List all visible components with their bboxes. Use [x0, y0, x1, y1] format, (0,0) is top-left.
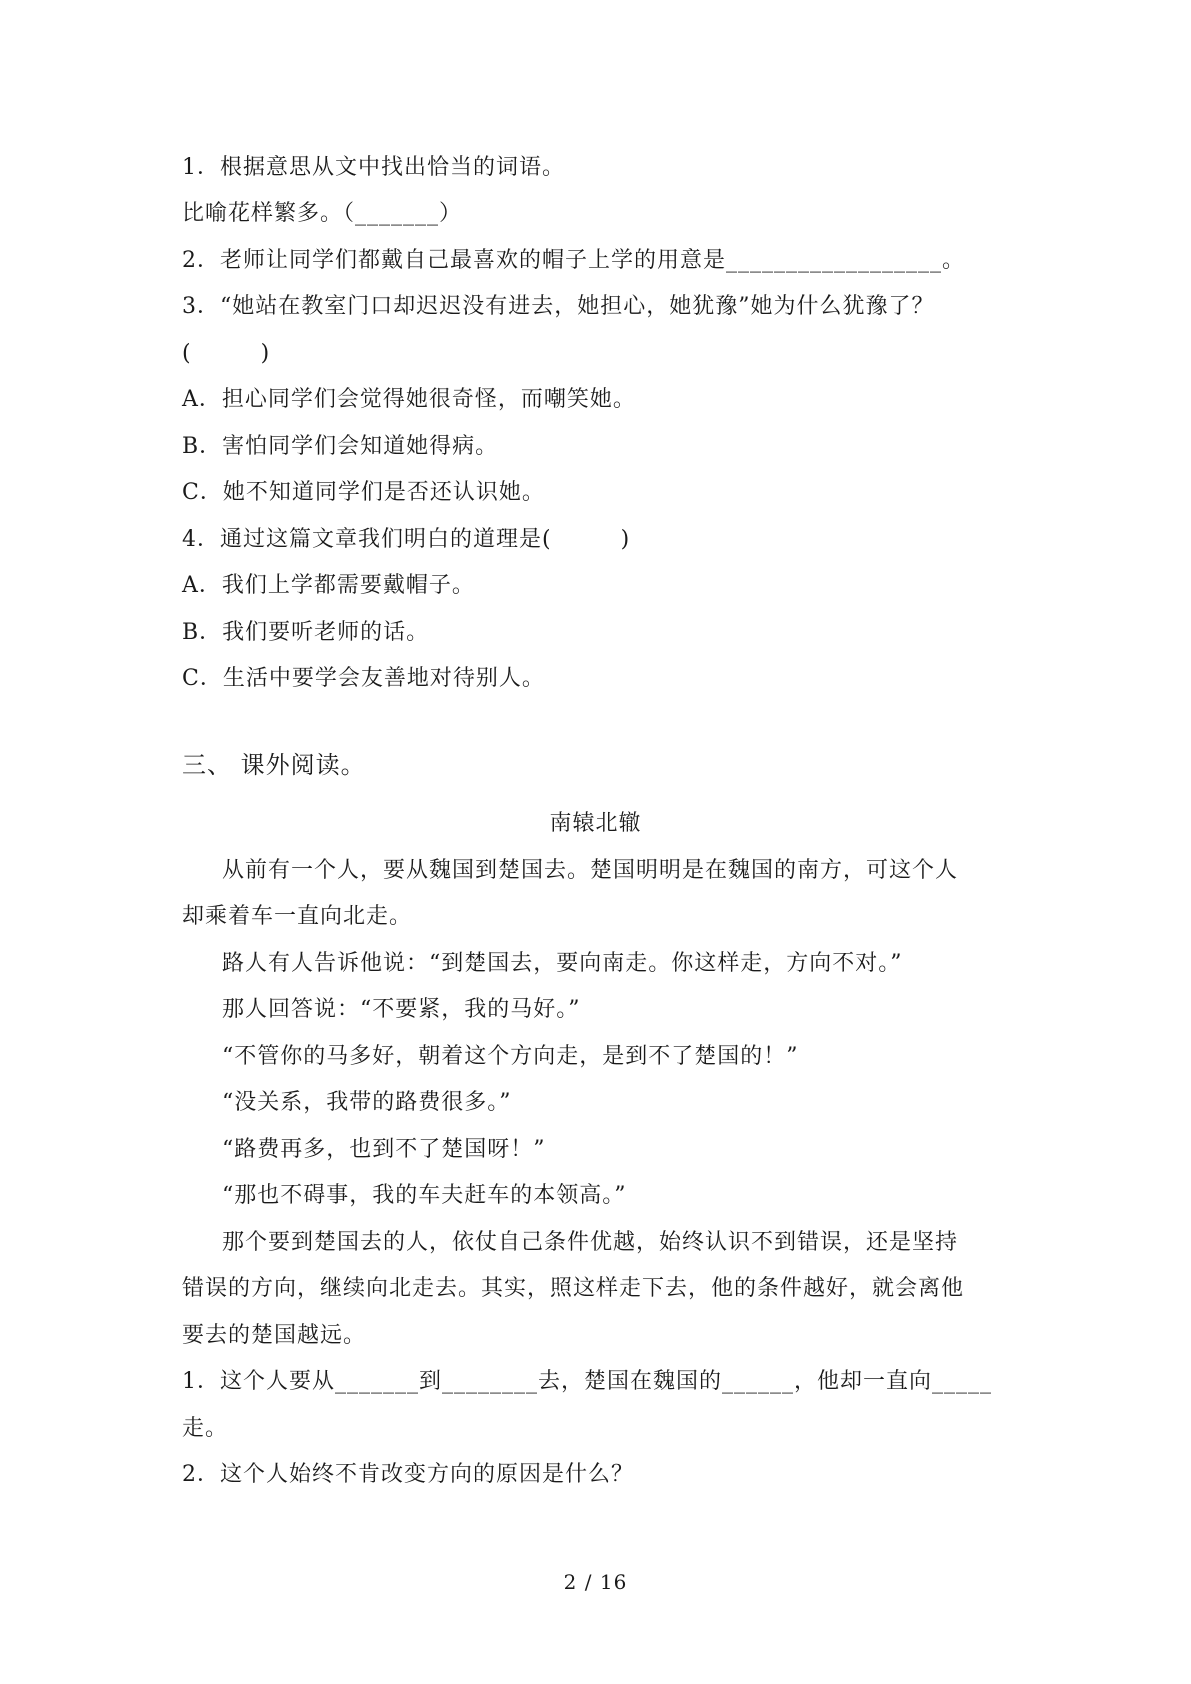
question-3: 3．“她站在教室门口却迟迟没有进去，她担心，她犹豫”她为什么犹豫了？ — [182, 294, 935, 319]
question-1-sub: 比喻花样繁多。（_______） — [182, 201, 463, 226]
question-4-option-a: A．我们上学都需要戴帽子。 — [182, 573, 475, 598]
question-4-option-c: C．生活中要学会友善地对待别人。 — [182, 666, 545, 691]
passage-paragraph: “没关系，我带的路费很多。” — [222, 1090, 512, 1115]
passage-paragraph: 那个要到楚国去的人，依仗自己条件优越，始终认识不到错误，还是坚持 — [222, 1230, 959, 1255]
passage-paragraph: 错误的方向，继续向北走去。其实，照这样走下去，他的条件越好，就会离他 — [182, 1276, 965, 1301]
reading-question-1: 1．这个人要从_______到________去，楚国在魏国的______，他却一直向_____ — [182, 1369, 992, 1394]
reading-question-1-cont: 走。 — [182, 1416, 229, 1441]
passage-paragraph: “不管你的马多好，朝着这个方向走，是到不了楚国的！” — [222, 1044, 799, 1069]
question-3-option-b: B．害怕同学们会知道她得病。 — [182, 434, 499, 459]
question-3-blank: ( ) — [182, 341, 271, 366]
passage-paragraph: “路费再多，也到不了楚国呀！” — [222, 1137, 546, 1162]
question-3-option-c: C．她不知道同学们是否还认识她。 — [182, 480, 545, 505]
question-4-option-b: B．我们要听老师的话。 — [182, 620, 430, 645]
passage-paragraph: 要去的楚国越远。 — [182, 1323, 367, 1348]
passage-paragraph: 从前有一个人，要从魏国到楚国去。楚国明明是在魏国的南方，可这个人 — [222, 858, 959, 883]
passage-paragraph: 却乘着车一直向北走。 — [182, 904, 413, 929]
passage-paragraph: 路人有人告诉他说：“到楚国去，要向南走。你这样走，方向不对。” — [222, 951, 903, 976]
passage-paragraph: “那也不碍事，我的车夫赶车的本领高。” — [222, 1183, 627, 1208]
question-4: 4．通过这篇文章我们明白的道理是( ) — [182, 527, 631, 552]
question-3-option-a: A．担心同学们会觉得她很奇怪，而嘲笑她。 — [182, 387, 636, 412]
passage-paragraph: 那人回答说：“不要紧，我的马好。” — [222, 997, 581, 1022]
reading-question-2: 2．这个人始终不肯改变方向的原因是什么？ — [182, 1462, 634, 1487]
page-number: 2 / 16 — [563, 1570, 628, 1594]
section-heading: 三、 课外阅读。 — [182, 751, 366, 779]
passage-title: 南辕北辙 — [549, 811, 642, 836]
question-2: 2．老师让同学们都戴自己最喜欢的帽子上学的用意是__________________。 — [182, 248, 965, 273]
question-1: 1．根据意思从文中找出恰当的词语。 — [182, 155, 565, 180]
